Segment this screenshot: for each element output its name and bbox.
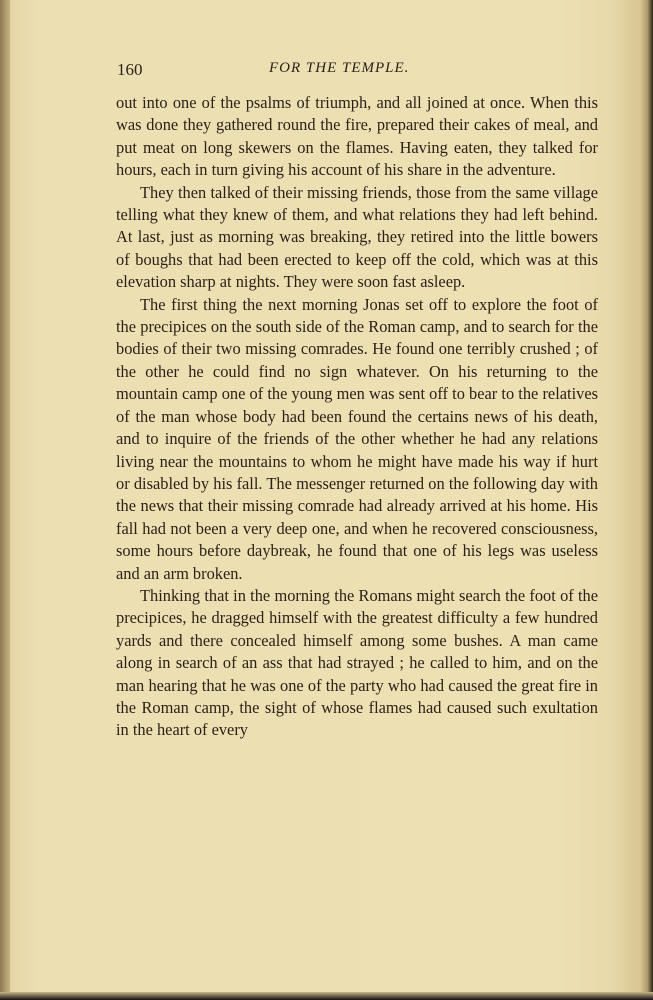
running-header — [117, 60, 597, 84]
page-number: 160 — [117, 60, 143, 79]
paragraph: out into one of the psalms of triumph, and all joined at once. When this was done they gathered round the fire, prepared their cakes of meal, and put meat on long skewers on the flames. Having eaten, they talked for hours, each in turn giving his account of his share in the adventure. — [116, 93, 598, 180]
paragraph: They then talked of their missing friends, those from the same village telling what they knew of them, and what relations they had left behind. At last, just as morning was breaking, they retired into the little bowers of boughs that had been erected to keep off the cold, which was at this elevation sharp at nights. They were soon fast asleep. — [116, 182, 598, 292]
page-right-edge — [647, 0, 653, 1000]
running-title: FOR THE TEMPLE. — [269, 60, 410, 76]
page-bottom-edge — [0, 992, 653, 1000]
paragraph: Thinking that in the morning the Romans might search the foot of the precipices, he dragged himself with the greatest difficulty a few hundred yards and there concealed himself among some bushes. A man came along in search of an ass that had strayed ; he called to him, and on the man hearing that he was one of the party who had caused the great fire in the Roman camp, the sight of whose flames had caused such exultation in the heart of every — [116, 585, 598, 740]
paragraph: The first thing the next morning Jonas set off to explore the foot of the precipices on the south side of the Roman camp, and to search for the bodies of their two missing comrades. He found one terribly crushed ; of the other he could find no sign whatever. On his returning to the mountain camp one of the young men was sent off to bear to the relatives of the man whose body had been found the certains news of his death, and to inquire of the friends of the other whether he had any relations living near the mountains to whom he might have made his way if hurt or disabled by his fall. The messenger returned on the following day with the news that their missing comrade had already arrived at his home. His fall had not been a very deep one, and when he recovered consciousness, some hours before daybreak, he found that one of his legs was useless and an arm broken. — [116, 294, 598, 583]
page-spine-shadow — [0, 0, 10, 1000]
body-text — [116, 92, 598, 742]
